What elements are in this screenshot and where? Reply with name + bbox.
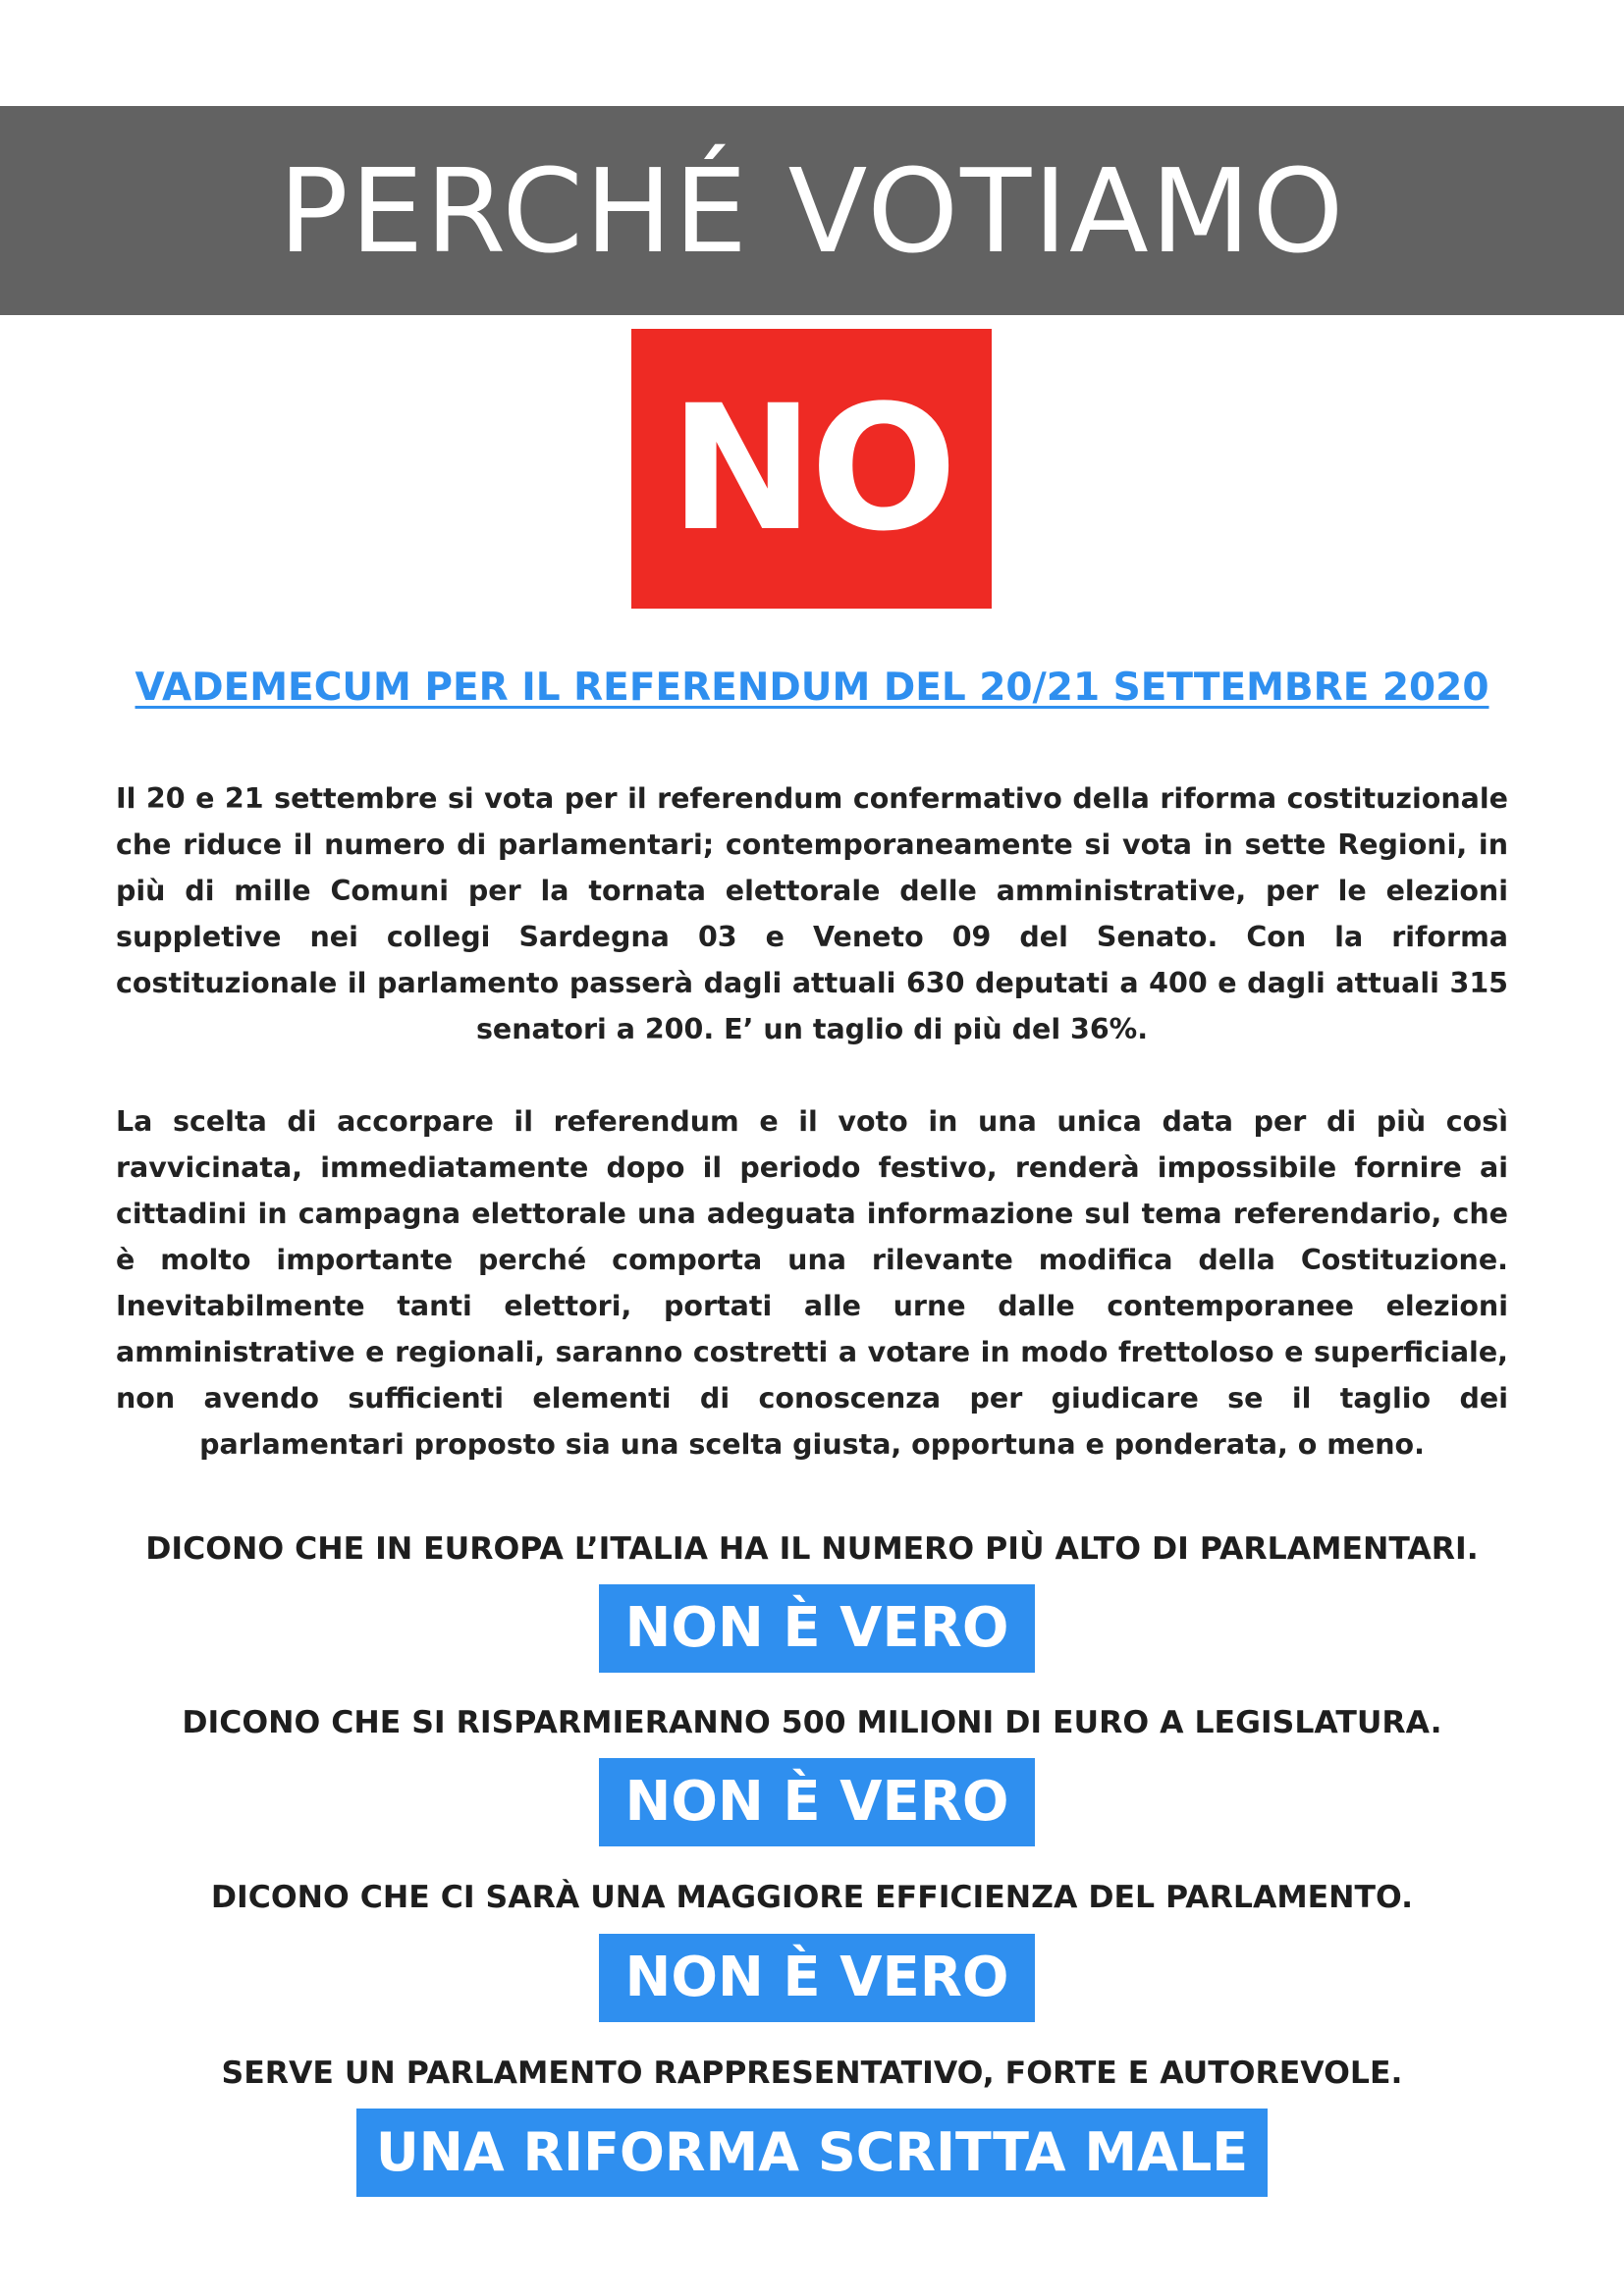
intro-paragraph: Il 20 e 21 settembre si vota per il referendum confermativo della riforma costituzionale che riduce il numero di parlamentari; contemporaneamente si vota in sette Regioni, in più di mille Comuni per la tornata elettorale delle amministrative, per le elezioni suppletive nei collegi Sardegna 03 e Veneto 09 del Senato. Con la riforma costituzionale il parlamento passerà dagli attuali 630 deputati a 400 e dagli attuali 315 senatori a 200. E’ un taglio di più del 36%. bbox=[116, 782, 1508, 1045]
closing-verdict-badge: UNA RIFORMA SCRITTA MALE bbox=[356, 2109, 1268, 2197]
claim-statement: DICONO CHE CI SARÀ UNA MAGGIORE EFFICIENZA DEL PARLAMENTO. bbox=[210, 1880, 1414, 1915]
verdict-badge: NON È VERO bbox=[599, 1934, 1035, 2022]
closing-statement: SERVE UN PARLAMENTO RAPPRESENTATIVO, FORTE E AUTOREVOLE. bbox=[221, 2056, 1403, 2091]
verdict-badge: NON È VERO bbox=[599, 1584, 1035, 1673]
page-title: PERCHÉ VOTIAMO bbox=[278, 142, 1346, 279]
header-band bbox=[0, 106, 1624, 315]
no-vote-label: NO bbox=[670, 367, 953, 569]
claim-statement: DICONO CHE SI RISPARMIERANNO 500 MILIONI DI EURO A LEGISLATURA. bbox=[182, 1705, 1442, 1740]
argument-paragraph: La scelta di accorpare il referendum e il voto in una unica data per di più così ravvicinata, immediatamente dopo il periodo festivo, renderà impossibile fornire ai cittadini in campagna elettorale una adeguata informazione sul tema referendario, che è molto importante perché comporta una rilevante modifica della Costituzione. Inevitabilmente tanti elettori, portati alle urne dalle contemporanee elezioni amministrative e regionali, saranno costretti a votare in modo frettoloso e superficiale, non avendo sufficienti elementi di conoscenza per giudicare se il taglio dei parlamentari proposto sia una scelta giusta, opportuna e ponderata, o meno. bbox=[116, 1105, 1508, 1461]
vademecum-subtitle[interactable]: VADEMECUM PER IL REFERENDUM DEL 20/21 SETTEMBRE 2020 bbox=[135, 666, 1489, 710]
verdict-badge: NON È VERO bbox=[599, 1758, 1035, 1846]
claim-statement: DICONO CHE IN EUROPA L’ITALIA HA IL NUMERO PIÙ ALTO DI PARLAMENTARI. bbox=[145, 1531, 1479, 1567]
no-vote-box bbox=[631, 329, 992, 609]
